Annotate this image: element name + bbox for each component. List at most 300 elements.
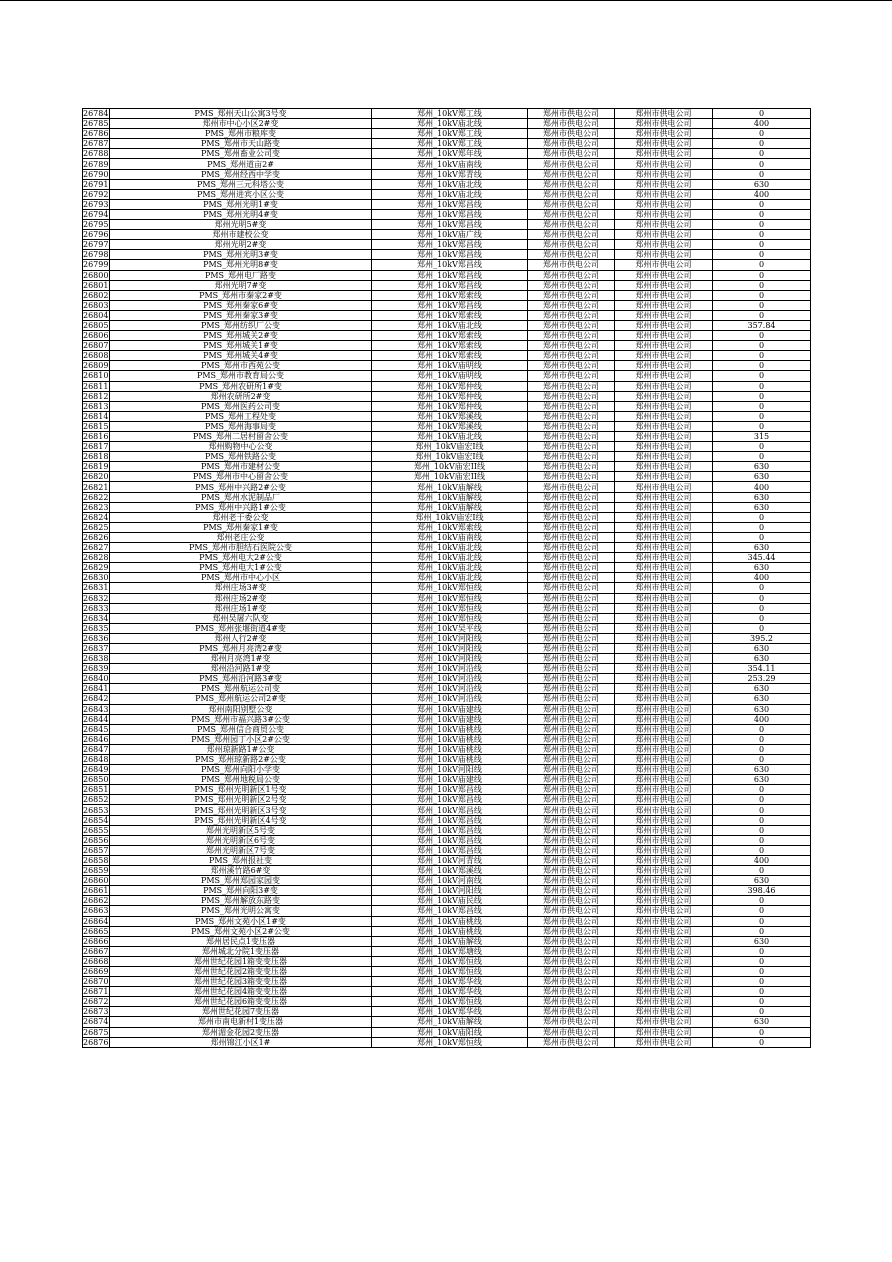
transformer-name-cell: 郑州居民点1变压器 <box>110 936 372 946</box>
company-cell: 郑州市供电公司 <box>528 109 615 119</box>
table-body <box>83 109 811 1048</box>
owner-company-cell: 郑州市供电公司 <box>615 432 713 442</box>
row-id-cell: 26798 <box>83 250 109 260</box>
row-id-cell: 26805 <box>83 321 109 331</box>
table-row <box>83 573 811 583</box>
page-top-rule <box>0 0 892 1</box>
company-cell: 郑州市供电公司 <box>528 442 615 452</box>
table-row <box>83 866 811 876</box>
owner-company-cell: 郑州市供电公司 <box>615 381 713 391</box>
owner-company-cell: 郑州市供电公司 <box>615 220 713 230</box>
row-id-cell: 26792 <box>83 189 109 199</box>
row-id-cell: 26846 <box>83 734 109 744</box>
owner-company-cell: 郑州市供电公司 <box>615 785 713 795</box>
feeder-line-cell: 郑州_10kV郑恒线 <box>372 613 528 623</box>
capacity-cell: 0 <box>713 169 811 179</box>
company-cell: 郑州市供电公司 <box>528 320 615 330</box>
company-cell: 郑州市供电公司 <box>528 966 615 976</box>
table-row <box>83 916 811 926</box>
owner-company-cell: 郑州市供电公司 <box>615 886 713 896</box>
row-id-cell: 26840 <box>83 674 109 684</box>
row-id-cell: 26839 <box>83 664 109 674</box>
company-cell: 郑州市供电公司 <box>528 179 615 189</box>
transformer-name-cell: PMS_郑州市教育局公变 <box>110 371 372 381</box>
feeder-line-cell: 郑州_10kV庙桃线 <box>372 724 528 734</box>
row-id-cell: 26788 <box>83 149 109 159</box>
capacity-cell: 0 <box>713 411 811 421</box>
row-id-cell: 26815 <box>83 421 109 431</box>
capacity-cell: 630 <box>713 1017 811 1027</box>
feeder-line-cell: 郑州_10kV郑溪线 <box>372 411 528 421</box>
transformer-name-cell: PMS_郑州市秦家2#变 <box>110 290 372 300</box>
table-row <box>83 946 811 956</box>
feeder-line-cell: 郑州_10kV郑昌线 <box>372 270 528 280</box>
owner-company-cell: 郑州市供电公司 <box>615 613 713 623</box>
owner-company-cell: 郑州市供电公司 <box>615 916 713 926</box>
transformer-name-cell: 郑州光明5#变 <box>110 220 372 230</box>
company-cell: 郑州市供电公司 <box>528 785 615 795</box>
table-row <box>83 785 811 795</box>
capacity-cell: 0 <box>713 593 811 603</box>
capacity-cell: 0 <box>713 956 811 966</box>
feeder-line-cell: 郑州_10kV庙桃线 <box>372 926 528 936</box>
feeder-line-cell: 郑州_10kV郑恒线 <box>372 956 528 966</box>
company-cell: 郑州市供电公司 <box>528 462 615 472</box>
row-id-cell: 26853 <box>83 805 109 815</box>
transformer-name-cell: PMS_郑州航运公司变 <box>110 684 372 694</box>
owner-company-cell: 郑州市供电公司 <box>615 845 713 855</box>
row-id-cell: 26785 <box>83 119 109 129</box>
feeder-line-cell: 郑州_10kV庙北线 <box>372 563 528 573</box>
row-id-cell: 26795 <box>83 220 109 230</box>
owner-company-cell: 郑州市供电公司 <box>615 956 713 966</box>
transformer-name-cell: PMS_郑州秦家3#变 <box>110 310 372 320</box>
feeder-line-cell: 郑州_10kV郑工线 <box>372 109 528 119</box>
company-cell: 郑州市供电公司 <box>528 522 615 532</box>
owner-company-cell: 郑州市供电公司 <box>615 159 713 169</box>
capacity-cell: 400 <box>713 482 811 492</box>
row-id-cell: 26802 <box>83 290 109 300</box>
row-id-cell: 26854 <box>83 815 109 825</box>
company-cell: 郑州市供电公司 <box>528 341 615 351</box>
table-row <box>83 553 811 563</box>
table-row <box>83 129 811 139</box>
company-cell: 郑州市供电公司 <box>528 169 615 179</box>
row-id-cell: 26822 <box>83 492 109 502</box>
transformer-name-cell: 郑州市中心小区2#变 <box>110 119 372 129</box>
row-id-cell: 26856 <box>83 835 109 845</box>
row-id-cell: 26871 <box>83 987 109 997</box>
transformer-name-cell: 郑州沿河路1#变 <box>110 664 372 674</box>
row-id-cell: 26838 <box>83 654 109 664</box>
table-row <box>83 482 811 492</box>
company-cell: 郑州市供电公司 <box>528 815 615 825</box>
feeder-line-cell: 郑州_10kV庙建线 <box>372 704 528 714</box>
company-cell: 郑州市供电公司 <box>528 472 615 482</box>
feeder-line-cell: 郑州_10kV庙北线 <box>372 189 528 199</box>
table-row <box>83 1007 811 1017</box>
feeder-line-cell: 郑州_10kV郑华线 <box>372 977 528 987</box>
transformer-name-cell: PMS_郑州光明公寓变 <box>110 906 372 916</box>
owner-company-cell: 郑州市供电公司 <box>615 936 713 946</box>
feeder-line-cell: 郑州_10kV郑年线 <box>372 149 528 159</box>
company-cell: 郑州市供电公司 <box>528 603 615 613</box>
row-id-cell: 26814 <box>83 411 109 421</box>
company-cell: 郑州市供电公司 <box>528 977 615 987</box>
table-row <box>83 876 811 886</box>
table-row <box>83 765 811 775</box>
company-cell: 郑州市供电公司 <box>528 997 615 1007</box>
transformer-name-cell: 郑州光明新区7号变 <box>110 845 372 855</box>
row-id-cell: 26834 <box>83 613 109 623</box>
transformer-name-cell: 郑州光明2#变 <box>110 240 372 250</box>
transformer-name-cell: 郑州城北分院1变压器 <box>110 946 372 956</box>
owner-company-cell: 郑州市供电公司 <box>615 815 713 825</box>
row-id-cell: 26867 <box>83 946 109 956</box>
capacity-cell: 0 <box>713 230 811 240</box>
table-row <box>83 421 811 431</box>
table-row <box>83 1017 811 1027</box>
transformer-name-cell: 郑州世纪花园1箱变变压器 <box>110 956 372 966</box>
feeder-line-cell: 郑州_10kV郑昌线 <box>372 845 528 855</box>
owner-company-cell: 郑州市供电公司 <box>615 744 713 754</box>
transformer-name-cell: PMS_郑州电大1#公变 <box>110 563 372 573</box>
owner-company-cell: 郑州市供电公司 <box>615 1027 713 1037</box>
transformer-name-cell: PMS_郑州进宾小区公变 <box>110 189 372 199</box>
table-row <box>83 341 811 351</box>
row-id-cell: 26860 <box>83 876 109 886</box>
company-cell: 郑州市供电公司 <box>528 755 615 765</box>
transformer-name-cell: PMS_郑州天山公寓3号变 <box>110 109 372 119</box>
row-id-cell: 26800 <box>83 270 109 280</box>
owner-company-cell: 郑州市供电公司 <box>615 906 713 916</box>
table-row <box>83 452 811 462</box>
owner-company-cell: 郑州市供电公司 <box>615 119 713 129</box>
capacity-cell: 630 <box>713 704 811 714</box>
row-id-cell: 26819 <box>83 462 109 472</box>
owner-company-cell: 郑州市供电公司 <box>615 946 713 956</box>
feeder-line-cell: 郑州_10kV庙北线 <box>372 543 528 553</box>
row-id-cell: 26866 <box>83 936 109 946</box>
transformer-name-cell: 郑州世纪花园2箱变变压器 <box>110 966 372 976</box>
feeder-line-cell: 郑州_10kV庙解线 <box>372 936 528 946</box>
transformer-name-cell: 郑州溪竹路6#变 <box>110 866 372 876</box>
feeder-line-cell: 郑州_10kV庙民线 <box>372 896 528 906</box>
row-id-cell: 26821 <box>83 482 109 492</box>
transformer-name-cell: PMS_郑州纺织厂公变 <box>110 320 372 330</box>
transformer-name-cell: 郑州锦江小区1# <box>110 1037 372 1047</box>
capacity-cell: 345.44 <box>713 553 811 563</box>
table-row <box>83 149 811 159</box>
feeder-line-cell: 郑州_10kV河阳线 <box>372 886 528 896</box>
capacity-cell: 0 <box>713 835 811 845</box>
owner-company-cell: 郑州市供电公司 <box>615 573 713 583</box>
transformer-name-cell: 郑州世纪花园6箱变变压器 <box>110 997 372 1007</box>
owner-company-cell: 郑州市供电公司 <box>615 502 713 512</box>
capacity-cell: 0 <box>713 845 811 855</box>
row-id-cell: 26812 <box>83 391 109 401</box>
transformer-name-cell: 郑州光明新区6号变 <box>110 835 372 845</box>
transformer-name-cell: PMS_郑州报社变 <box>110 855 372 865</box>
capacity-cell: 253.29 <box>713 674 811 684</box>
row-id-cell: 26806 <box>83 331 109 341</box>
capacity-cell: 0 <box>713 987 811 997</box>
feeder-line-cell: 郑州_10kV庙桃线 <box>372 916 528 926</box>
feeder-line-cell: 郑州_10kV郑昌线 <box>372 825 528 835</box>
capacity-cell: 630 <box>713 765 811 775</box>
feeder-line-cell: 郑州_10kV庙桃线 <box>372 755 528 765</box>
owner-company-cell: 郑州市供电公司 <box>615 512 713 522</box>
row-id-cell: 26865 <box>83 926 109 936</box>
owner-company-cell: 郑州市供电公司 <box>615 724 713 734</box>
table-row <box>83 684 811 694</box>
transformer-name-cell: PMS_郑州沿河路3#变 <box>110 674 372 684</box>
capacity-cell: 0 <box>713 421 811 431</box>
table-row <box>83 987 811 997</box>
row-id-cell: 26851 <box>83 785 109 795</box>
table-row <box>83 704 811 714</box>
capacity-cell: 0 <box>713 361 811 371</box>
table-row <box>83 633 811 643</box>
table-row <box>83 159 811 169</box>
owner-company-cell: 郑州市供电公司 <box>615 755 713 765</box>
table-row <box>83 724 811 734</box>
table-row <box>83 351 811 361</box>
feeder-line-cell: 郑州_10kV吴平线 <box>372 623 528 633</box>
company-cell: 郑州市供电公司 <box>528 734 615 744</box>
row-id-cell: 26863 <box>83 906 109 916</box>
transformer-name-cell: 郑州人行2#变 <box>110 633 372 643</box>
transformer-name-cell: PMS_郑州市粮库变 <box>110 129 372 139</box>
row-id-cell: 26876 <box>83 1037 109 1047</box>
owner-company-cell: 郑州市供电公司 <box>615 421 713 431</box>
transformer-name-cell: PMS_郑州张堰街道4#变 <box>110 623 372 633</box>
row-id-cell: 26833 <box>83 603 109 613</box>
capacity-cell: 0 <box>713 240 811 250</box>
transformer-name-cell: 郑州光明7#变 <box>110 280 372 290</box>
table-row <box>83 290 811 300</box>
capacity-cell: 0 <box>713 452 811 462</box>
capacity-cell: 0 <box>713 220 811 230</box>
capacity-cell: 0 <box>713 1037 811 1047</box>
company-cell: 郑州市供电公司 <box>528 876 615 886</box>
company-cell: 郑州市供电公司 <box>528 421 615 431</box>
row-id-cell: 26869 <box>83 967 109 977</box>
owner-company-cell: 郑州市供电公司 <box>615 260 713 270</box>
owner-company-cell: 郑州市供电公司 <box>615 139 713 149</box>
feeder-line-cell: 郑州_10kV郑昌线 <box>372 795 528 805</box>
company-cell: 郑州市供电公司 <box>528 220 615 230</box>
owner-company-cell: 郑州市供电公司 <box>615 209 713 219</box>
feeder-line-cell: 郑州_10kV郑溪线 <box>372 421 528 431</box>
feeder-line-cell: 郑州_10kV庙宏II线 <box>372 472 528 482</box>
company-cell: 郑州市供电公司 <box>528 654 615 664</box>
company-cell: 郑州市供电公司 <box>528 714 615 724</box>
transformer-name-cell: PMS_郑州经西中学变 <box>110 169 372 179</box>
company-cell: 郑州市供电公司 <box>528 684 615 694</box>
table-row <box>83 220 811 230</box>
company-cell: 郑州市供电公司 <box>528 553 615 563</box>
row-id-cell: 26861 <box>83 886 109 896</box>
transformer-name-cell: PMS_郑州市中心留舍公变 <box>110 472 372 482</box>
company-cell: 郑州市供电公司 <box>528 230 615 240</box>
table-row <box>83 654 811 664</box>
row-id-cell: 26789 <box>83 159 109 169</box>
capacity-cell: 0 <box>713 825 811 835</box>
transformer-name-cell: PMS_郑州城关1#变 <box>110 341 372 351</box>
feeder-line-cell: 郑州_10kV郑恒线 <box>372 997 528 1007</box>
transformer-name-cell: PMS_郑州三元科塔公变 <box>110 179 372 189</box>
owner-company-cell: 郑州市供电公司 <box>615 926 713 936</box>
table-row <box>83 825 811 835</box>
feeder-line-cell: 郑州_10kV郑仲线 <box>372 381 528 391</box>
table-row <box>83 169 811 179</box>
company-cell: 郑州市供电公司 <box>528 1017 615 1027</box>
owner-company-cell: 郑州市供电公司 <box>615 341 713 351</box>
owner-company-cell: 郑州市供电公司 <box>615 331 713 341</box>
capacity-cell: 0 <box>713 371 811 381</box>
transformer-name-cell: 郑州世纪花园7变压器 <box>110 1007 372 1017</box>
capacity-cell: 630 <box>713 654 811 664</box>
owner-company-cell: 郑州市供电公司 <box>615 775 713 785</box>
transformer-name-cell: PMS_郑州向阳3#变 <box>110 886 372 896</box>
owner-company-cell: 郑州市供电公司 <box>615 472 713 482</box>
company-cell: 郑州市供电公司 <box>528 1007 615 1017</box>
transformer-name-cell: PMS_郑州畜业公司变 <box>110 149 372 159</box>
company-cell: 郑州市供电公司 <box>528 835 615 845</box>
feeder-line-cell: 郑州_10kV郑索线 <box>372 522 528 532</box>
company-cell: 郑州市供电公司 <box>528 1027 615 1037</box>
feeder-line-cell: 郑州_10kV庙解线 <box>372 482 528 492</box>
capacity-cell: 630 <box>713 179 811 189</box>
feeder-line-cell: 郑州_10kV郑华线 <box>372 1007 528 1017</box>
capacity-cell: 0 <box>713 129 811 139</box>
transformer-name-cell: PMS_郑州中兴路1#公变 <box>110 502 372 512</box>
capacity-cell: 0 <box>713 946 811 956</box>
capacity-cell: 0 <box>713 744 811 754</box>
owner-company-cell: 郑州市供电公司 <box>615 280 713 290</box>
row-id-cell: 26841 <box>83 684 109 694</box>
row-id-cell: 26804 <box>83 310 109 320</box>
company-cell: 郑州市供电公司 <box>528 765 615 775</box>
table-row <box>83 310 811 320</box>
company-cell: 郑州市供电公司 <box>528 866 615 876</box>
capacity-cell: 0 <box>713 896 811 906</box>
capacity-cell: 315 <box>713 432 811 442</box>
capacity-cell: 0 <box>713 442 811 452</box>
capacity-cell: 0 <box>713 724 811 734</box>
row-id-cell: 26850 <box>83 775 109 785</box>
transformer-name-cell: PMS_郑州市福兴路3#公变 <box>110 714 372 724</box>
owner-company-cell: 郑州市供电公司 <box>615 371 713 381</box>
capacity-cell: 630 <box>713 462 811 472</box>
transformer-name-cell: PMS_郑州秦家6#变 <box>110 300 372 310</box>
owner-company-cell: 郑州市供电公司 <box>615 805 713 815</box>
feeder-line-cell: 郑州_10kV河阳线 <box>372 633 528 643</box>
company-cell: 郑州市供电公司 <box>528 199 615 209</box>
capacity-cell: 400 <box>713 714 811 724</box>
capacity-cell: 0 <box>713 866 811 876</box>
transformer-name-cell: PMS_郑州琼新路2#公变 <box>110 755 372 765</box>
table-row <box>83 977 811 987</box>
transformer-name-cell: PMS_郑州城关4#变 <box>110 351 372 361</box>
owner-company-cell: 郑州市供电公司 <box>615 442 713 452</box>
company-cell: 郑州市供电公司 <box>528 189 615 199</box>
capacity-cell: 0 <box>713 139 811 149</box>
feeder-line-cell: 郑州_10kV庙建线 <box>372 714 528 724</box>
feeder-line-cell: 郑州_10kV庙阳线 <box>372 1027 528 1037</box>
company-cell: 郑州市供电公司 <box>528 209 615 219</box>
capacity-cell: 0 <box>713 755 811 765</box>
company-cell: 郑州市供电公司 <box>528 795 615 805</box>
table-row <box>83 734 811 744</box>
feeder-line-cell: 郑州_10kV郑昌线 <box>372 260 528 270</box>
feeder-line-cell: 郑州_10kV郑索线 <box>372 331 528 341</box>
owner-company-cell: 郑州市供电公司 <box>615 462 713 472</box>
owner-company-cell: 郑州市供电公司 <box>615 149 713 159</box>
capacity-cell: 0 <box>713 815 811 825</box>
table-row <box>83 956 811 966</box>
owner-company-cell: 郑州市供电公司 <box>615 169 713 179</box>
row-id-cell: 26825 <box>83 522 109 532</box>
transformer-name-cell: 郑州光明新区5号变 <box>110 825 372 835</box>
transformer-name-cell: 郑州月亮湾1#变 <box>110 654 372 664</box>
feeder-line-cell: 郑州_10kV河阳线 <box>372 643 528 653</box>
table-row <box>83 855 811 865</box>
table-row <box>83 119 811 129</box>
table-row <box>83 512 811 522</box>
owner-company-cell: 郑州市供电公司 <box>615 654 713 664</box>
table-row <box>83 280 811 290</box>
row-id-cell: 26845 <box>83 724 109 734</box>
feeder-line-cell: 郑州_10kV郑昌线 <box>372 300 528 310</box>
transformer-name-cell: 郑州湄金花园2变压器 <box>110 1027 372 1037</box>
transformer-name-cell: 郑州庄场1#变 <box>110 603 372 613</box>
transformer-name-cell: PMS_郑州海事局变 <box>110 421 372 431</box>
company-cell: 郑州市供电公司 <box>528 583 615 593</box>
feeder-line-cell: 郑州_10kV郑昌线 <box>372 240 528 250</box>
company-cell: 郑州市供电公司 <box>528 543 615 553</box>
capacity-cell: 0 <box>713 260 811 270</box>
owner-company-cell: 郑州市供电公司 <box>615 1037 713 1047</box>
table-row <box>83 805 811 815</box>
table-row <box>83 411 811 421</box>
owner-company-cell: 郑州市供电公司 <box>615 623 713 633</box>
company-cell: 郑州市供电公司 <box>528 391 615 401</box>
owner-company-cell: 郑州市供电公司 <box>615 179 713 189</box>
row-id-cell: 26791 <box>83 179 109 189</box>
owner-company-cell: 郑州市供电公司 <box>615 997 713 1007</box>
owner-company-cell: 郑州市供电公司 <box>615 492 713 502</box>
row-id-cell: 26818 <box>83 452 109 462</box>
feeder-line-cell: 郑州_10kV郑昌线 <box>372 906 528 916</box>
row-id-cell: 26790 <box>83 169 109 179</box>
row-id-cell: 26864 <box>83 916 109 926</box>
company-cell: 郑州市供电公司 <box>528 401 615 411</box>
company-cell: 郑州市供电公司 <box>528 886 615 896</box>
transformer-name-cell: PMS_郑州光明新区2号变 <box>110 795 372 805</box>
feeder-line-cell: 郑州_10kV郑青线 <box>372 169 528 179</box>
row-id-cell: 26873 <box>83 1007 109 1017</box>
feeder-line-cell: 郑州_10kV郑昌线 <box>372 220 528 230</box>
owner-company-cell: 郑州市供电公司 <box>615 563 713 573</box>
capacity-cell: 0 <box>713 250 811 260</box>
table-row <box>83 795 811 805</box>
feeder-line-cell: 郑州_10kV郑溪线 <box>372 866 528 876</box>
row-id-cell: 26810 <box>83 371 109 381</box>
transformer-name-cell: PMS_郑州工程处变 <box>110 411 372 421</box>
company-cell: 郑州市供电公司 <box>528 694 615 704</box>
